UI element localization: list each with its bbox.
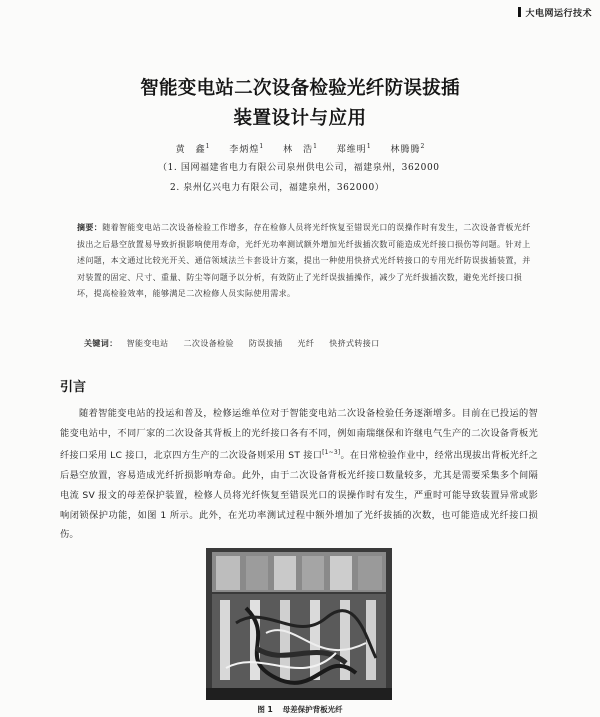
header-bar-mark	[518, 7, 521, 17]
figure-caption-text: 母差保护背板光纤	[282, 705, 343, 714]
section-heading: 引言	[60, 380, 87, 395]
keyword: 光纤	[297, 339, 315, 348]
keyword: 快挤式转接口	[329, 339, 380, 348]
journal-name: 大电网运行技术	[525, 9, 592, 19]
author: 李炳煌$^1$	[229, 143, 264, 155]
author-list	[0, 142, 600, 155]
article-title-line-1: 智能变电站二次设备检验光纤防误拔插	[140, 78, 460, 99]
affiliation-2: 2. 泉州亿兴电力有限公司，福建泉州，362000）	[170, 183, 385, 193]
journal-header	[518, 6, 592, 19]
keywords	[84, 338, 534, 349]
abstract	[77, 219, 532, 303]
figure-number: 图 1	[257, 705, 273, 714]
keyword: 防误拔插	[248, 339, 283, 348]
abstract-label: 摘要：	[77, 222, 103, 232]
author: 林腾腾$^2$	[390, 143, 425, 155]
citation: [1~3]	[322, 449, 341, 457]
affiliation-1: （1. 国网福建省电力有限公司泉州供电公司，福建泉州，362000	[158, 163, 440, 173]
keyword: 二次设备检验	[183, 339, 234, 348]
article-title-line-2: 装置设计与应用	[233, 108, 367, 129]
figure-caption	[0, 704, 600, 715]
backplane-fiber-photo	[206, 548, 392, 700]
figure-photo	[206, 548, 392, 700]
author: 黄 鑫$^1$	[175, 143, 210, 155]
keywords-label: 关键词：	[84, 338, 118, 348]
author: 林 浩$^1$	[283, 143, 317, 155]
author: 郑维明$^1$	[336, 143, 371, 155]
body-paragraph: 随着智能变电站的投运和普及，检修运维单位对于智能变电站二次设备检验任务逐渐增多。目前在已投运的智能变电站中，不同厂家的二次设备其背板上的光纤接口各有不同，例如南瑞继保和许继电气生产的二次设备背板光纤接口采用 LC 接口，北京四方生产的二次设备则采用 ST 接口[1~3]。在日常检验作业中，经常出现拔出背板光纤之后悬空放置，容易造成光纤折损影响寿命。此外，由于二次设备背板光纤接口数量较多，尤其是需要采集多个间隔电流 SV 报文的母差保护装置，检修人员将光纤恢复至错误光口的误操作时有发生，严重时可能导致装置异常或影响闭锁保护功能，如图 1 所示。此外，在光功率测试过程中额外增加了光纤拔插的次数，也可能造成光纤接口损伤。	[60, 408, 538, 541]
abstract-text: 随着智能变电站二次设备检验工作增多，存在检修人员将光纤恢复至错误光口的误操作时有发生，二次设备背板光纤拔出之后悬空放置易导致折损影响使用寿命，光纤光功率测试额外增加光纤拔插次数可能造成光纤接口损伤等问题。针对上述问题，本文通过比较光开关、通信领域法兰卡套设计方案，提出一种使用快挤式光纤转接口的专用光纤防误拔插装置，并对装置的固定、尺寸、重量、防尘等问题予以分析，有效防止了光纤误拔插操作，减少了光纤拔插次数，避免光纤接口损坏，提高检验效率，能够满足二次检修人员实际使用需求。	[77, 223, 531, 298]
keyword: 智能变电站	[126, 339, 169, 348]
